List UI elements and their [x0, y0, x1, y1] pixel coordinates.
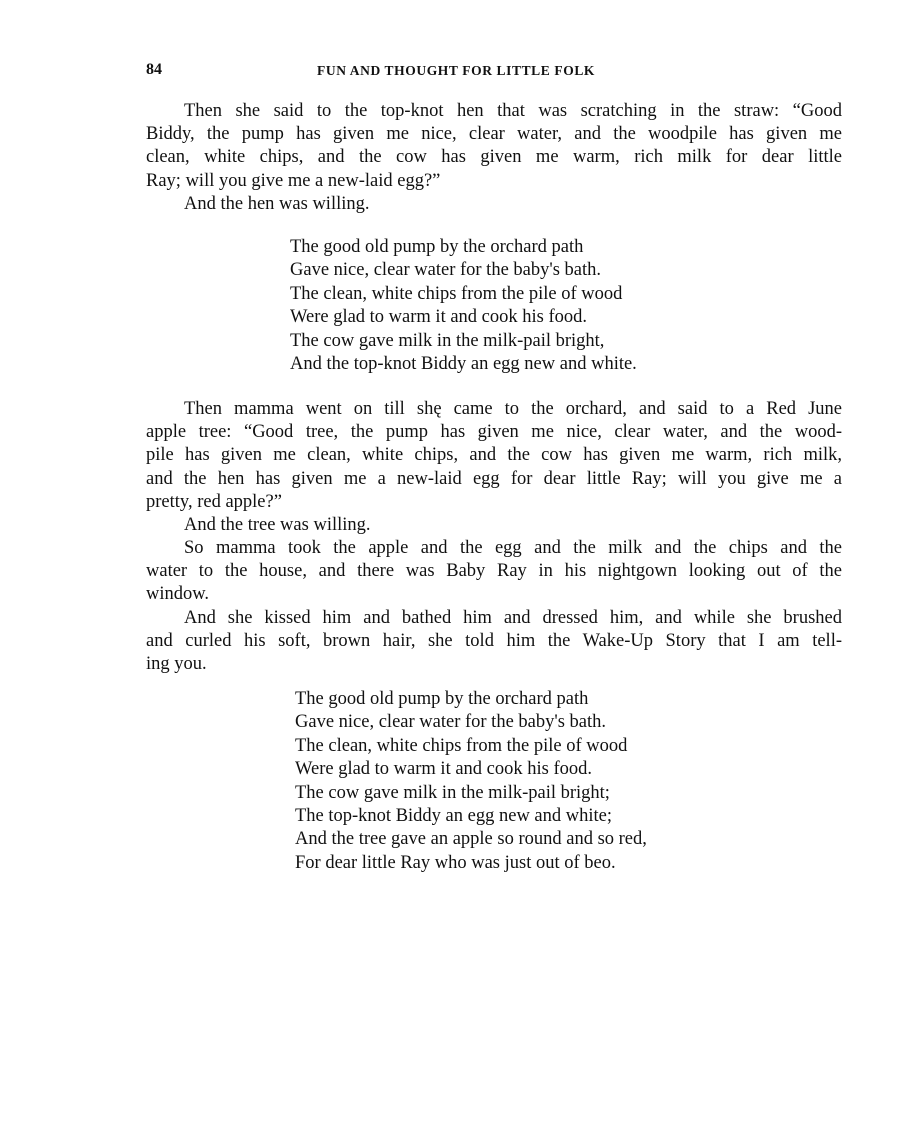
- text-line: pretty, red apple?”: [146, 491, 282, 512]
- verse-line: Were glad to warm it and cook his food.: [295, 759, 593, 780]
- text-line: apple tree: “Good tree, the pump has given me nice, clear water, and the wood-: [146, 422, 842, 443]
- paragraph-3: [146, 398, 842, 514]
- verse-line: The good old pump by the orchard path: [295, 689, 589, 709]
- verse-line: The good old pump by the orchard path: [290, 237, 584, 257]
- verse-line: And the tree gave an apple so round and so red,: [295, 829, 647, 850]
- text-line: Then mamma went on till shę came to the orchard, and said to a Red June: [184, 399, 842, 419]
- text-line: So mamma took the apple and the egg and the milk and the chips and the: [184, 538, 842, 558]
- text-line: Ray; will you give me a new-laid egg?”: [146, 170, 441, 191]
- text-line: window.: [146, 584, 210, 605]
- verse-line: The clean, white chips from the pile of wood: [290, 283, 623, 304]
- running-title: FUN AND THOUGHT FOR LITTLE FOLK: [317, 63, 596, 78]
- paragraph-1: [146, 100, 842, 193]
- text-line: pile has given me clean, white chips, and the cow has given me warm, rich milk,: [146, 445, 842, 466]
- text-line: And the hen was willing.: [184, 194, 370, 214]
- text-line: And the tree was willing.: [184, 515, 371, 535]
- text-line: And she kissed him and bathed him and dressed him, and while she brushed: [184, 608, 842, 628]
- verse-line: For dear little Ray who was just out of beo.: [295, 852, 616, 873]
- paragraph-2: [146, 193, 842, 216]
- text-line: Then she said to the top-knot hen that was scratching in the straw: “Good: [184, 101, 842, 121]
- verse-2: [295, 688, 647, 875]
- verse-line: And the top-knot Biddy an egg new and white.: [290, 354, 637, 375]
- verse-line: Were glad to warm it and cook his food.: [290, 307, 588, 328]
- page-number: 84: [146, 61, 162, 78]
- verse-line: The clean, white chips from the pile of wood: [295, 735, 628, 756]
- verse-line: Gave nice, clear water for the baby's bath.: [295, 712, 607, 733]
- verse-line: The top-knot Biddy an egg new and white;: [295, 806, 613, 827]
- text-line: ing you.: [146, 654, 207, 675]
- paragraph-5: [146, 537, 842, 607]
- text-line: Biddy, the pump has given me nice, clear water, and the woodpile has given me: [146, 124, 842, 145]
- paragraph-4: [146, 514, 842, 537]
- text-line: and curled his soft, brown hair, she told him the Wake-Up Story that I am tell-: [146, 631, 842, 652]
- text-line: and the hen has given me a new-laid egg for dear little Ray; will you give me a: [146, 468, 842, 489]
- page-header: [146, 61, 842, 85]
- paragraph-6: [146, 607, 842, 677]
- verse-line: The cow gave milk in the milk-pail bright;: [295, 782, 610, 803]
- text-line: water to the house, and there was Baby Ray in his nightgown looking out of the: [146, 561, 842, 582]
- verse-line: Gave nice, clear water for the baby's bath.: [290, 260, 602, 281]
- verse-line: The cow gave milk in the milk-pail bright,: [290, 330, 605, 351]
- text-line: clean, white chips, and the cow has given me warm, rich milk for dear little: [146, 147, 842, 168]
- verse-1: [290, 236, 637, 376]
